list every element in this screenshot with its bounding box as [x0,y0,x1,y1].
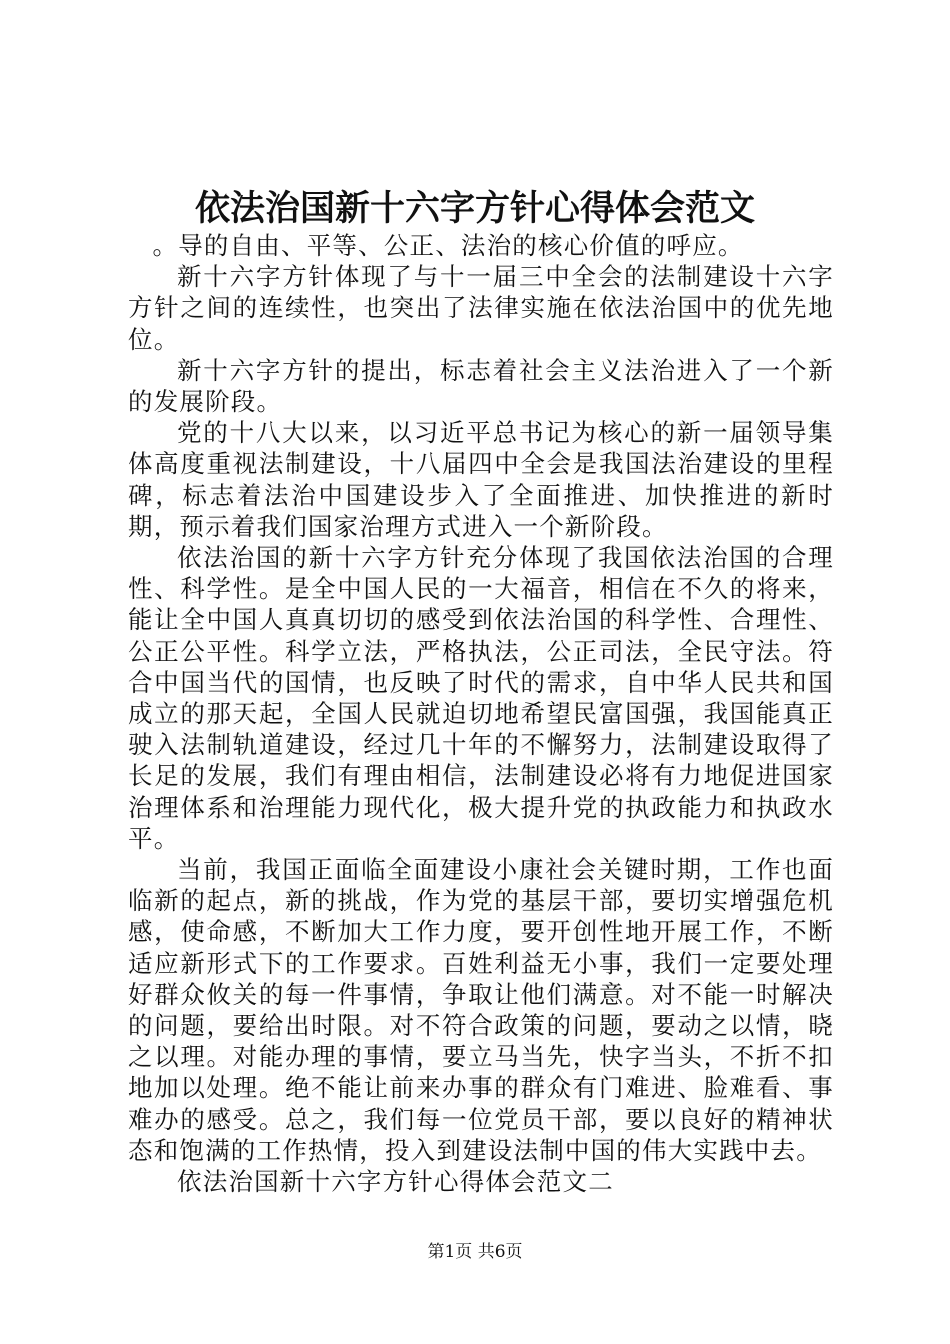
paragraph: 当前，我国正面临全面建设小康社会关键时期，工作也面临新的起点，新的挑战，作为党的基层干部，要切实增强危机感，使命感，不断加大工作力度，要开创性地开展工作，不断适应新形式下的工作要求。百姓利益无小事，我们一定要处理好群众攸关的每一件事情，争取让他们满意。对不能一时解决的问题，要给出时限。对不符合政策的问题，要动之以情，晓之以理。对能办理的事情，要立马当先，快字当头，不折不扣地加以处理。绝不能让前来办事的群众有门难进、脸难看、事难办的感受。总之，我们每一位党员干部，要以良好的精神状态和饱满的工作热情，投入到建设法制中国的伟大实践中去。 [128,855,834,1165]
paragraph: 新十六字方针体现了与十一届三中全会的法制建设十六字方针之间的连续性，也突出了法律实施在依法治国中的优先地位。 [128,262,834,354]
paragraph: 新十六字方针的提出，标志着社会主义法治进入了一个新的发展阶段。 [128,355,834,417]
paragraph: 。导的自由、平等、公正、法治的核心价值的呼应。 [152,231,744,260]
paragraph: 党的十八大以来，以习近平总书记为核心的新一届领导集体高度重视法制建设，十八届四中全会是我国法治建设的里程碑，标志着法治中国建设步入了全面推进、加快推进的新时期，预示着我们国家治理方式进入一个新阶段。 [128,418,834,541]
paragraph: 依法治国新十六字方针心得体会范文二 [177,1167,614,1197]
document-body [128,230,834,1197]
page-indicator: 第1页 共6页 [427,1242,523,1262]
document-title: 依法治国新十六字方针心得体会范文 [194,188,755,229]
paragraph: 依法治国的新十六字方针充分体现了我国依法治国的合理性、科学性。是全中国人民的一大福音，相信在不久的将来，能让全中国人真真切切的感受到依法治国的科学性、合理性、公正公平性。科学立法，严格执法，公正司法，全民守法。符合中国当代的国情，也反映了时代的需求，自中华人民共和国成立的那天起，全国人民就迫切地希望民富国强，我国能真正驶入法制轨道建设，经过几十年的不懈努力，法制建设取得了长足的发展，我们有理由相信，法制建设必将有力地促进国家治理体系和治理能力现代化，极大提升党的执政能力和执政水平。 [128,543,834,853]
